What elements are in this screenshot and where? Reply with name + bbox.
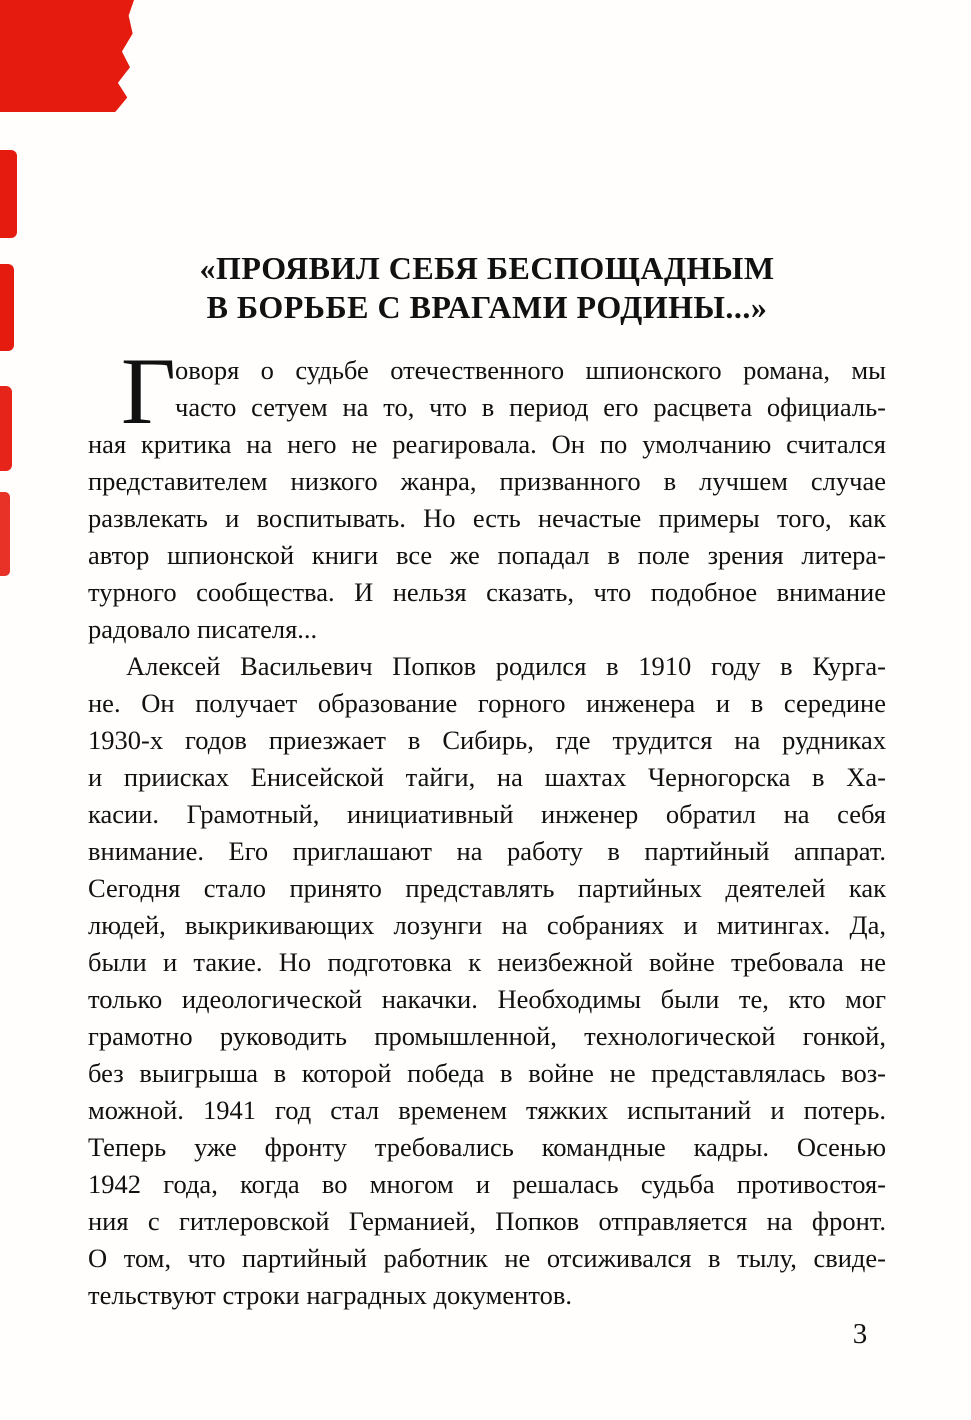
paragraph-1 xyxy=(88,352,886,648)
body-line: касии. Грамотный, инициативный инженер обратил на себя xyxy=(88,799,886,829)
body-line: грамотно руководить промышленной, технологической гонкой, xyxy=(88,1021,886,1051)
body-line: автор шпионской книги все же попадал в поле зрения литера- xyxy=(88,540,886,570)
red-scan-artifact-dash-4 xyxy=(0,492,10,576)
chapter-title xyxy=(88,249,886,327)
body-line: без выигрыша в которой победа в войне не представлялась воз- xyxy=(88,1058,886,1088)
body-line: оворя о судьбе отечественного шпионского романа, мы xyxy=(175,355,886,385)
body-line: тельствуют строки наградных документов. xyxy=(88,1280,572,1310)
body-line: Теперь уже фронту требовались командные кадры. Осенью xyxy=(88,1132,886,1162)
red-scan-artifact-dash-1 xyxy=(0,150,17,238)
red-scan-artifact-dash-2 xyxy=(0,264,14,351)
chapter-title-line-2: В БОРЬБЕ С ВРАГАМИ РОДИНЫ...» xyxy=(206,289,768,325)
body-line: 1930-х годов приезжает в Сибирь, где трудится на рудниках xyxy=(88,725,886,755)
body-line: были и такие. Но подготовка к неизбежной войне требовала не xyxy=(88,947,886,977)
body-line: можной. 1941 год стал временем тяжких испытаний и потерь. xyxy=(88,1095,886,1125)
body-line: людей, выкрикивающих лозунги на собраниях и митингах. Да, xyxy=(88,910,886,940)
body-line: не. Он получает образование горного инженера и в середине xyxy=(88,688,886,718)
body-line: представителем низкого жанра, призванного в лучшем случае xyxy=(88,466,886,496)
body-line: О том, что партийный работник не отсиживался в тылу, свиде- xyxy=(88,1243,886,1273)
drop-cap: Г xyxy=(121,338,176,444)
paragraph-2 xyxy=(88,648,886,1314)
body-line: Алексей Васильевич Попков родился в 1910 году в Курга- xyxy=(126,651,886,681)
body-line: часто сетуем на то, что в период его расцвета официаль- xyxy=(175,392,886,422)
body-line: внимание. Его приглашают на работу в партийный аппарат. xyxy=(88,836,886,866)
body-line: радовало писателя... xyxy=(88,614,318,644)
body-line: ная критика на него не реагировала. Он по умолчанию считался xyxy=(88,429,886,459)
body-line: и приисках Енисейской тайги, на шахтах Черногорска в Ха- xyxy=(88,762,886,792)
red-scan-artifact-dash-3 xyxy=(0,386,12,471)
body-line: только идеологической накачки. Необходимы были те, кто мог xyxy=(88,984,886,1014)
body-line: ния с гитлеровской Германией, Попков отправляется на фронт. xyxy=(88,1206,886,1236)
red-scan-artifact-corner xyxy=(0,0,134,112)
page-number: 3 xyxy=(852,1318,868,1350)
body-line: турного сообщества. И нельзя сказать, что подобное внимание xyxy=(88,577,886,607)
chapter-title-line-1: «ПРОЯВИЛ СЕБЯ БЕСПОЩАДНЫМ xyxy=(199,250,775,286)
body-line: 1942 года, когда во многом и решалась судьба противостоя- xyxy=(88,1169,886,1199)
body-line: Сегодня стало принято представлять партийных деятелей как xyxy=(88,873,886,903)
body-line: развлекать и воспитывать. Но есть нечастые примеры того, как xyxy=(88,503,886,533)
page-body-text xyxy=(88,338,886,1314)
